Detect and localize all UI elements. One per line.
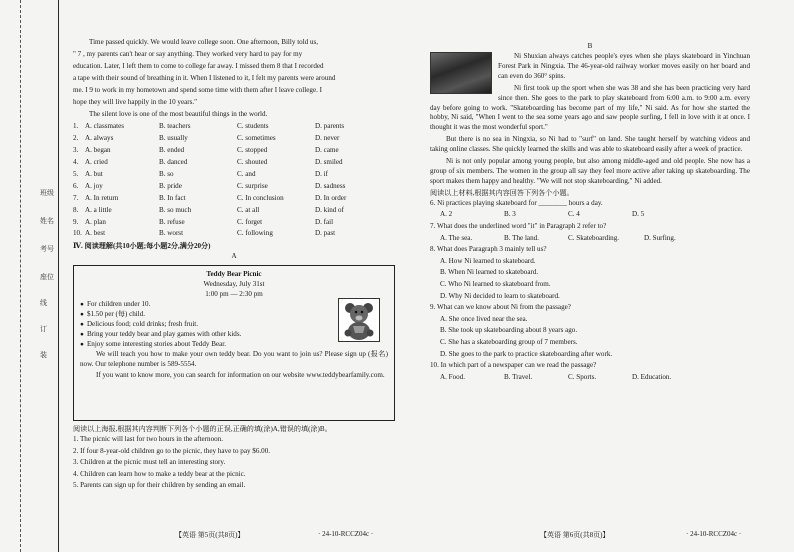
option-row — [73, 121, 395, 133]
option-text: A. but — [85, 170, 103, 178]
option-row — [73, 169, 395, 181]
option-text: D. fail — [315, 217, 334, 226]
option-text: C. 4 — [568, 210, 580, 219]
option-row — [430, 373, 750, 385]
tf-question: 4. Children can learn how to make a teddy bear at the picnic. — [73, 469, 246, 478]
option-line: D. She goes to the park to practice skateboarding after work. — [440, 349, 613, 358]
option-text: A. best — [85, 229, 106, 238]
option-text: B. pride — [159, 181, 182, 190]
option-text: 5. — [73, 170, 79, 178]
option-row — [73, 205, 395, 217]
passage-line: Time passed quickly. We would leave college soon. One afternoon, Billy told us, — [89, 38, 319, 46]
reading-question: 10. In which part of a newspaper can we read the passage? — [430, 361, 597, 370]
option-text: B. Travel. — [504, 372, 533, 381]
binding-margin — [0, 0, 59, 552]
option-text: C. and — [237, 170, 256, 178]
option-row — [73, 157, 395, 169]
option-line: D. Why Ni decided to learn to skateboard. — [440, 291, 560, 300]
option-text: A. classmates — [85, 122, 125, 131]
passage-line: hope they will live happily in the 10 years." — [73, 97, 198, 106]
margin-label: 座位 — [40, 273, 54, 281]
page-code: · 24-10-RCCZ04c · — [686, 530, 742, 538]
option-row — [73, 145, 395, 157]
option-text: B. 3 — [504, 210, 516, 219]
option-row — [73, 193, 395, 205]
poster-bullet: ● Delicious food; cold drinks; fresh fruit. — [80, 320, 388, 330]
right-column — [430, 42, 750, 384]
option-text: B. so much — [159, 205, 192, 214]
option-text: D. never — [315, 134, 340, 143]
option-text: A. began — [85, 146, 111, 155]
option-text: 3. — [73, 146, 79, 155]
option-text: A. 2 — [440, 210, 453, 219]
option-text: A. always — [85, 134, 114, 143]
option-text: B. The land. — [504, 233, 539, 242]
passage-paragraph: But there is no sea in Ningxia, so Ni had to "surf" on land. She taught herself by watching videos and taking online classes. She quickly learned the skills and was able to skateboard easily after a week of practice. — [430, 135, 750, 154]
option-text: D. came — [315, 146, 339, 155]
reading-question: 6. Ni practices playing skateboard for ________ hours a day. — [430, 198, 603, 207]
poster-date: Wednesday, July 31st — [203, 280, 265, 289]
option-row — [73, 181, 395, 193]
passage-label: A — [231, 252, 237, 261]
option-text: B. usually — [159, 134, 188, 143]
tf-question: 1. The picnic will last for two hours in the afternoon. — [73, 435, 223, 444]
option-text: 4. — [73, 158, 79, 167]
option-text: A. plan — [85, 217, 106, 226]
option-text: B. teachers — [159, 122, 191, 131]
cut-line — [20, 0, 21, 552]
option-text: 2. — [73, 134, 79, 143]
poster-bullet: ● Enjoy some interesting stories about Teddy Bear. — [80, 340, 388, 350]
option-text: A. cried — [85, 158, 108, 167]
passage-line: The silent love is one of the most beautiful things in the world. — [89, 109, 268, 118]
passage-paragraph: Ni is not only popular among young people, but also among middle-aged and old people. She now has a group of six members. The women in the group all say they feel more active after taking up skateboarding. The sport makes them happy and healthy. "We will not stop skateboarding," Ni added. — [430, 157, 750, 185]
reading-question: 9. What can we know about Ni from the passage? — [430, 303, 571, 312]
option-text: C. students — [237, 122, 269, 131]
passage-line: me. I 9 to work in my hometown and spend some time with them after I leave college. I — [73, 85, 323, 94]
passage-line: education. Later, I left them to come to college far away. I missed them 8 that I recorded — [73, 61, 324, 70]
option-row — [430, 210, 750, 222]
teddy-bear-image — [338, 298, 380, 342]
cloze-options — [73, 121, 395, 240]
page-code: · 24-10-RCCZ04c · — [318, 530, 374, 538]
option-text: B. refuse — [159, 217, 185, 226]
page-footer: 【英语 第6页(共8页)】 — [540, 531, 610, 539]
option-line: B. She took up skateboarding about 8 years ago. — [440, 326, 578, 335]
passage-label: B — [587, 42, 593, 50]
margin-label: 线 — [40, 299, 47, 307]
option-row — [73, 228, 395, 240]
margin-label: 姓名 — [40, 217, 54, 225]
option-text: 10. — [73, 229, 82, 238]
option-text: C. stopped — [237, 146, 268, 155]
option-text: A. The sea. — [440, 233, 473, 242]
option-text: 9. — [73, 217, 79, 226]
option-text: D. kind of — [315, 205, 344, 214]
option-row — [430, 234, 750, 246]
option-text: 6. — [73, 181, 79, 190]
option-text: 8. — [73, 205, 79, 214]
option-text: B. ended — [159, 146, 185, 155]
margin-label: 订 — [40, 325, 47, 333]
option-text: B. danced — [159, 158, 188, 167]
margin-label: 装 — [40, 351, 47, 359]
left-column — [73, 38, 395, 493]
poster-box — [73, 265, 395, 421]
option-text: D. Education. — [632, 372, 672, 381]
option-text: C. following — [237, 229, 273, 238]
tf-question: 2. If four 8-year-old children go to the picnic, they have to pay $6.00. — [73, 446, 271, 455]
poster-bullet: ● $1.50 per (每) child. — [80, 310, 388, 320]
section-heading: Ⅳ. 阅读理解(共10小题;每小题2分,满分20分) — [73, 242, 211, 251]
poster-paragraph: We will teach you how to make your own teddy bear. Do you want to join us? Please sign up (报名) now. Our telephone number is 589-5554. — [80, 349, 388, 368]
passage-line: " 7 , my parents can't hear or say anything. They worked very hard to pay for my — [73, 49, 303, 58]
reading-question: 7. What does the underlined word "it" in Paragraph 2 refer to? — [430, 222, 607, 231]
reading-instructions: 阅读以上材料,根据其内容回答下列各个小题。 — [430, 188, 574, 197]
option-text: C. sometimes — [237, 134, 276, 143]
passage-paragraph: Ni Shuxian always catches people's eyes when she plays skateboard in Yinchuan Forest Park in Ningxia. The 46-year-old railway worker moves easily on her board and can even do 360° spins. — [498, 51, 750, 80]
passage-line: a tape with their sound of breathing in it. When I listened to it, I felt my parents were around — [73, 73, 336, 82]
skateboard-photo — [430, 52, 492, 94]
option-line: C. She has a skateboarding group of 7 members. — [440, 337, 578, 346]
option-text: A. In return — [85, 193, 119, 202]
option-text: D. parents — [315, 122, 345, 131]
option-text: A. joy — [85, 181, 103, 190]
reading-question: 8. What does Paragraph 3 mainly tell us? — [430, 245, 547, 254]
option-row — [73, 133, 395, 145]
option-line: A. How Ni learned to skateboard. — [440, 256, 536, 265]
option-text: D. In order — [315, 193, 347, 202]
option-text: C. shouted — [237, 158, 268, 167]
option-line: C. Who Ni learned to skateboard from. — [440, 279, 551, 288]
option-text: D. past — [315, 229, 336, 238]
option-text: 1. — [73, 122, 79, 131]
tf-instructions: 阅读以上海报,根据其内容判断下列各个小题的正误,正确的填(涂)A,错误的填(涂)B。 — [73, 425, 332, 434]
passage-paragraph: Ni first took up the sport when she was 38 and she has been practicing very hard since then. She goes to the park to play skateboard from 6:00 a.m. to 9:00 a.m. every day before going to work. "Skateboarding has become part of my life," Ni said. As for how she started the hobby, Ni said, "When I went to the sea some years ago and saw people surfing, I fell in love with it at once. I thought it was the most wonderful sport." — [430, 83, 750, 132]
option-text: C. at all — [237, 205, 260, 214]
option-text: D. Surfing. — [644, 233, 676, 242]
option-text: D. if — [315, 170, 329, 178]
option-text: B. so — [159, 170, 174, 178]
poster-paragraph: If you want to know more, you can search for information on our website www.teddybearfamily.com. — [96, 371, 385, 380]
option-text: D. 5 — [632, 210, 645, 219]
option-text: D. smiled — [315, 158, 343, 167]
option-text: B. In fact — [159, 193, 186, 202]
option-text: 7. — [73, 193, 79, 202]
option-text: D. sadness — [315, 181, 346, 190]
margin-label: 考号 — [40, 245, 54, 253]
option-line: B. When Ni learned to skateboard. — [440, 268, 539, 277]
poster-bullet: ● Bring your teddy bear and play games with other kids. — [80, 330, 388, 340]
poster-title: Teddy Bear Picnic — [206, 270, 262, 279]
option-text: C. Sports. — [568, 372, 597, 381]
option-text: C. forget — [237, 217, 263, 226]
option-text: A. Food. — [440, 372, 466, 381]
option-text: C. Skateboarding. — [568, 233, 620, 242]
margin-label: 班级 — [40, 189, 54, 197]
tf-question: 3. Children at the picnic must tell an interesting story. — [73, 458, 226, 467]
page-footer: 【英语 第5页(共8页)】 — [175, 531, 245, 539]
option-text: B. worst — [159, 229, 184, 238]
option-text: C. surprise — [237, 181, 268, 190]
option-row — [73, 217, 395, 229]
option-line: A. She once lived near the sea. — [440, 314, 528, 323]
option-text: C. In conclusion — [237, 193, 284, 202]
tf-question: 5. Parents can sign up for their children by sending an email. — [73, 481, 246, 490]
option-text: A. a little — [85, 205, 112, 214]
poster-time: 1:00 pm — 2:30 pm — [205, 290, 263, 299]
poster-bullet: ● For children under 10. — [80, 300, 388, 310]
